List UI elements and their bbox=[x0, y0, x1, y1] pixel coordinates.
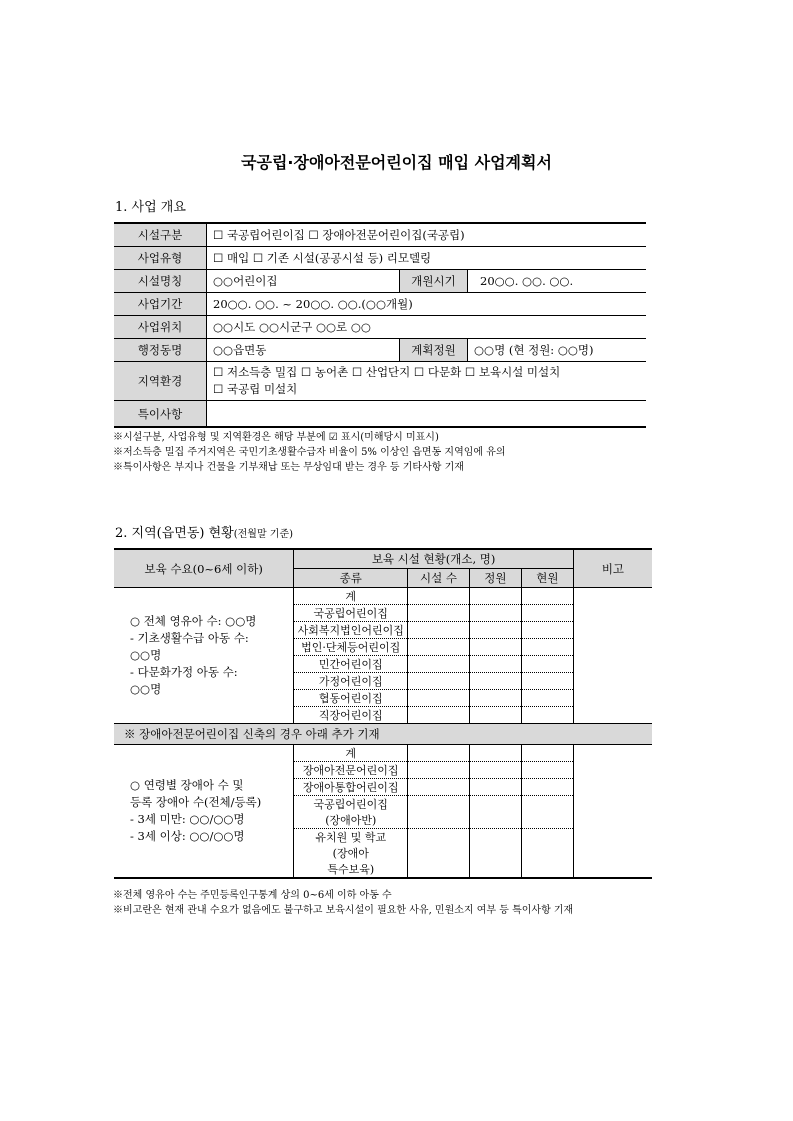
location-value[interactable]: ○○시도 ○○시군구 ○○로 ○○ bbox=[207, 316, 647, 339]
kind-cell: 유치원 및 학교 (장애아 특수보육) bbox=[294, 829, 408, 879]
facility-name-value[interactable]: ○○어린이집 bbox=[207, 270, 400, 293]
period-label: 사업기간 bbox=[114, 293, 207, 316]
note-line: ※비고란은 현재 관내 수요가 없음에도 불구하고 보육시설이 필요한 사유, 민원소지 여부 등 특이사항 기재 bbox=[113, 905, 574, 916]
table-row bbox=[114, 339, 646, 362]
desc-line: 등록 장애아 수(전체/등록) bbox=[130, 795, 262, 809]
desc-line: ○ 연령별 장애아 수 및 bbox=[130, 778, 244, 792]
capacity-cell[interactable] bbox=[469, 707, 521, 724]
planned-capacity-label: 계획정원 bbox=[400, 339, 468, 362]
region-env-line1: ☐ 저소득층 밀집 ☐ 농어촌 ☐ 산업단지 ☐ 다문화 ☐ 보육시설 미설치 bbox=[213, 365, 561, 379]
count-cell[interactable] bbox=[408, 588, 470, 605]
special-label: 특이사항 bbox=[114, 401, 207, 428]
capacity-cell[interactable] bbox=[469, 656, 521, 673]
table-row bbox=[114, 362, 646, 401]
status-header: 보육 시설 현황(개소, 명) bbox=[294, 549, 574, 569]
desc-line: - 다문화가정 아동 수: bbox=[130, 665, 238, 679]
current-cell[interactable] bbox=[521, 796, 573, 829]
table-row bbox=[114, 270, 646, 293]
kind-header: 종류 bbox=[294, 569, 408, 588]
capacity-cell[interactable] bbox=[469, 588, 521, 605]
current-cell[interactable] bbox=[521, 829, 573, 879]
opening-date-label: 개원시기 bbox=[400, 270, 468, 293]
regional-status-table bbox=[114, 548, 652, 879]
capacity-cell[interactable] bbox=[469, 762, 521, 779]
table-row bbox=[114, 401, 646, 428]
demand-desc bbox=[114, 588, 294, 724]
note-line: ※시설구분, 사업유형 및 지역환경은 해당 부분에 ☑ 표시(미해당시 미표시) bbox=[113, 432, 439, 443]
current-cell[interactable] bbox=[521, 588, 573, 605]
desc-line: ○○명 bbox=[130, 648, 162, 662]
region-env-line2: ☐ 국공립 미설치 bbox=[213, 382, 298, 396]
count-cell[interactable] bbox=[408, 690, 470, 707]
section2-title: 2. 지역(읍면동) 현황 bbox=[115, 526, 234, 541]
kind-cell: 민간어린이집 bbox=[294, 656, 408, 673]
capacity-cell[interactable] bbox=[469, 622, 521, 639]
kind-cell: 법인·단체등어린이집 bbox=[294, 639, 408, 656]
current-cell[interactable] bbox=[521, 707, 573, 724]
kind-cell: 국공립어린이집 bbox=[294, 605, 408, 622]
current-cell[interactable] bbox=[521, 745, 573, 762]
count-cell[interactable] bbox=[408, 829, 470, 879]
admin-dong-label: 행정동명 bbox=[114, 339, 207, 362]
current-cell[interactable] bbox=[521, 622, 573, 639]
location-label: 사업위치 bbox=[114, 316, 207, 339]
planned-capacity-value[interactable]: ○○명 (현 정원: ○○명) bbox=[468, 339, 647, 362]
kind-cell: 국공립어린이집 (장애아반) bbox=[294, 796, 408, 829]
current-cell[interactable] bbox=[521, 656, 573, 673]
desc-line: - 3세 미만: ○○/○○명 bbox=[130, 812, 245, 826]
kind-cell: 장애아전문어린이집 bbox=[294, 762, 408, 779]
capacity-cell[interactable] bbox=[469, 639, 521, 656]
special-value[interactable] bbox=[207, 401, 647, 428]
table-header-row bbox=[114, 549, 652, 569]
kind-cell: 가정어린이집 bbox=[294, 673, 408, 690]
table-row bbox=[114, 745, 652, 762]
capacity-cell[interactable] bbox=[469, 796, 521, 829]
table-row bbox=[114, 316, 646, 339]
count-cell[interactable] bbox=[408, 656, 470, 673]
current-cell[interactable] bbox=[521, 639, 573, 656]
period-value[interactable]: 20○○. ○○. ~ 20○○. ○○.(○○개월) bbox=[207, 293, 647, 316]
capacity-cell[interactable] bbox=[469, 745, 521, 762]
disabled-desc bbox=[114, 745, 294, 879]
count-cell[interactable] bbox=[408, 762, 470, 779]
kind-cell: 계 bbox=[294, 588, 408, 605]
capacity-cell[interactable] bbox=[469, 690, 521, 707]
note-line: ※특이사항은 부지나 건물을 기부채납 또는 무상임대 받는 경우 등 기타사항 기재 bbox=[113, 462, 464, 473]
current-cell[interactable] bbox=[521, 779, 573, 796]
note-line: ※저소득층 밀집 주거지역은 국민기초생활수급자 비율이 5% 이상인 읍면동 지역임에 유의 bbox=[113, 447, 506, 458]
project-type-label: 사업유형 bbox=[114, 247, 207, 270]
opening-date-value[interactable]: 20○○. ○○. ○○. bbox=[468, 270, 647, 293]
table-row bbox=[114, 223, 646, 247]
capacity-header: 정원 bbox=[469, 569, 521, 588]
current-cell[interactable] bbox=[521, 690, 573, 707]
current-cell[interactable] bbox=[521, 605, 573, 622]
kind-cell: 계 bbox=[294, 745, 408, 762]
desc-line: ○ 전체 영유아 수: ○○명 bbox=[130, 614, 257, 628]
kind-cell: 협동어린이집 bbox=[294, 690, 408, 707]
count-header: 시설 수 bbox=[408, 569, 470, 588]
facility-type-value[interactable]: ☐ 국공립어린이집 ☐ 장애아전문어린이집(국공립) bbox=[207, 223, 647, 247]
count-cell[interactable] bbox=[408, 639, 470, 656]
kinds2-body bbox=[114, 745, 652, 879]
current-cell[interactable] bbox=[521, 673, 573, 690]
kind-cell: 사회복지법인어린이집 bbox=[294, 622, 408, 639]
count-cell[interactable] bbox=[408, 745, 470, 762]
count-cell[interactable] bbox=[408, 673, 470, 690]
table-row bbox=[114, 293, 646, 316]
count-cell[interactable] bbox=[408, 622, 470, 639]
current-header: 현원 bbox=[521, 569, 573, 588]
section2-notes bbox=[113, 888, 573, 918]
note-line: ※전체 영유아 수는 주민등록인구통계 상의 0~6세 이하 아동 수 bbox=[113, 890, 392, 901]
facility-type-label: 시설구분 bbox=[114, 223, 207, 247]
remarks-header: 비고 bbox=[573, 549, 652, 588]
kind-cell: 장애아통합어린이집 bbox=[294, 779, 408, 796]
remarks-cell[interactable] bbox=[573, 745, 652, 879]
desc-line: - 3세 이상: ○○/○○명 bbox=[130, 829, 245, 843]
band-row bbox=[114, 724, 652, 745]
disabled-band: ※ 장애아전문어린이집 신축의 경우 아래 추가 기재 bbox=[114, 724, 652, 745]
count-cell[interactable] bbox=[408, 796, 470, 829]
count-cell[interactable] bbox=[408, 707, 470, 724]
section1-heading: 1. 사업 개요 bbox=[115, 200, 186, 215]
region-env-value[interactable] bbox=[207, 362, 647, 401]
admin-dong-value[interactable]: ○○읍면동 bbox=[207, 339, 400, 362]
section2-heading-note: (전월말 기준) bbox=[233, 529, 294, 540]
current-cell[interactable] bbox=[521, 762, 573, 779]
section2-heading bbox=[115, 522, 293, 541]
capacity-cell[interactable] bbox=[469, 673, 521, 690]
demand-header: 보육 수요(0~6세 이하) bbox=[114, 549, 294, 588]
table-row bbox=[114, 247, 646, 270]
overview-table bbox=[114, 222, 646, 428]
project-type-value[interactable]: ☐ 매입 ☐ 기존 시설(공공시설 등) 리모델링 bbox=[207, 247, 647, 270]
document-title: 국공립·장애아전문어린이집 매입 사업계획서 bbox=[241, 153, 552, 172]
desc-line: ○○명 bbox=[130, 682, 162, 696]
facility-name-label: 시설명칭 bbox=[114, 270, 207, 293]
count-cell[interactable] bbox=[408, 605, 470, 622]
kind-cell: 직장어린이집 bbox=[294, 707, 408, 724]
capacity-cell[interactable] bbox=[469, 605, 521, 622]
capacity-cell[interactable] bbox=[469, 779, 521, 796]
desc-line: - 기초생활수급 아동 수: bbox=[130, 631, 249, 645]
count-cell[interactable] bbox=[408, 779, 470, 796]
capacity-cell[interactable] bbox=[469, 829, 521, 879]
remarks-cell[interactable] bbox=[573, 588, 652, 724]
region-env-label: 지역환경 bbox=[114, 362, 207, 401]
kinds-body bbox=[114, 588, 652, 724]
table-row bbox=[114, 588, 652, 605]
section1-notes bbox=[113, 430, 506, 475]
